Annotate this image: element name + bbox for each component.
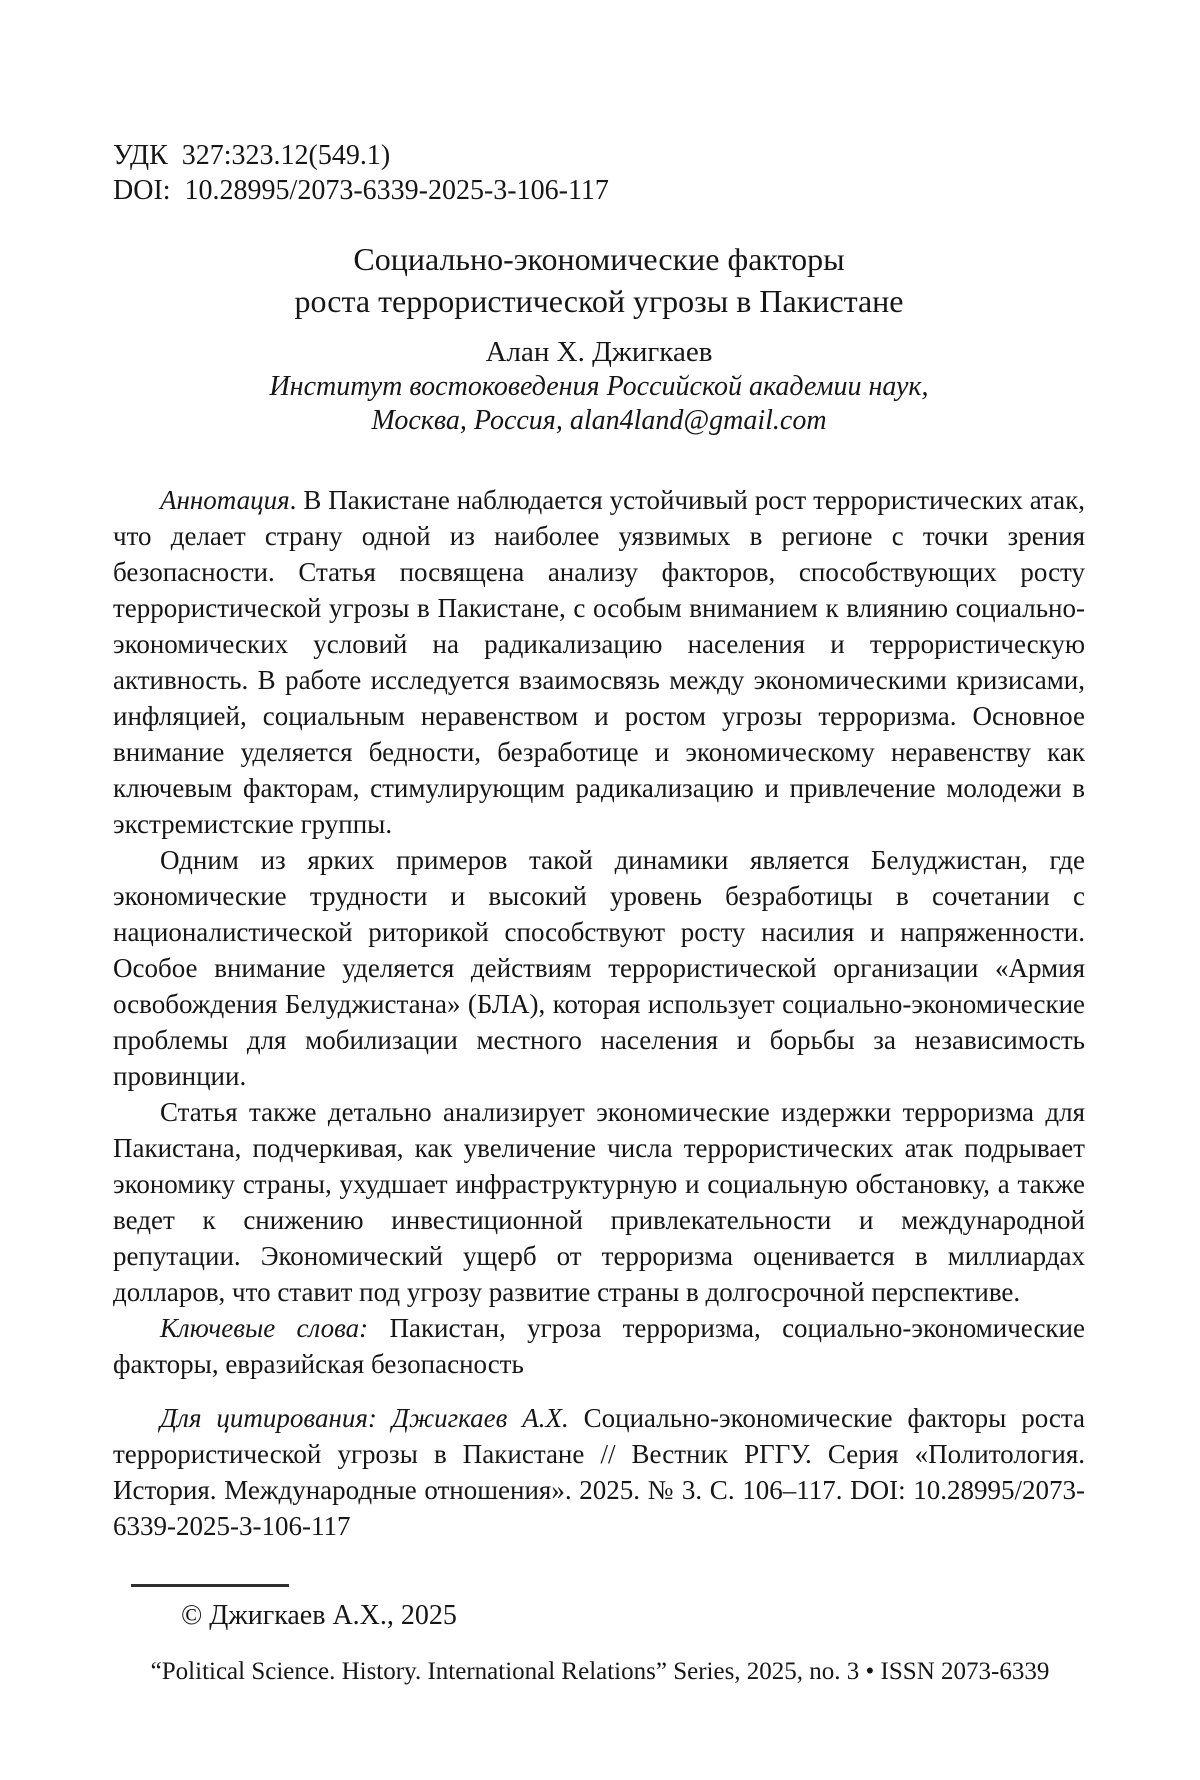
keywords-text: Пакистан, угроза терроризма, социально-экономические факторы, евразийская безопасность	[113, 1313, 1085, 1379]
abstract-paragraph-1	[113, 482, 1085, 842]
copyright-line: © Джигкаев А.Х., 2025	[181, 1600, 457, 1631]
abstract-section	[113, 482, 1085, 1382]
citation-paragraph	[113, 1400, 1085, 1544]
keywords-paragraph	[113, 1310, 1085, 1382]
title-line-2: роста террористической угрозы в Пакистане	[294, 283, 904, 319]
article-content	[113, 138, 1085, 1544]
author-affiliation: Институт востоковедения Российской академии наук,	[269, 371, 929, 402]
keywords-label: Ключевые слова:	[160, 1313, 369, 1343]
article-title	[113, 238, 1085, 322]
citation-author: Джигкаев А.Х.	[391, 1403, 584, 1433]
title-line-1: Социально-экономические факторы	[353, 241, 845, 277]
udc-line: УДК 327:323.12(549.1)	[113, 140, 391, 171]
author-name: Алан Х. Джигкаев	[485, 336, 713, 368]
abstract-paragraph-3: Статья также детально анализирует экономические издержки терроризма для Пакистана, подчеркивая, как увеличение числа террористических атак подрывает экономику страны, ухудшает инфраструктурную и социальную обстановку, а также ведет к снижению инвестиционной привлекательности и международной репутации. Экономический ущерб от терроризма оценивается в миллиардах долларов, что ставит под угрозу развитие страны в долгосрочной перспективе.	[113, 1097, 1085, 1307]
doi-line: DOI: 10.28995/2073-6339-2025-3-106-117	[113, 175, 609, 206]
abstract-paragraph-2: Одним из ярких примеров такой динамики является Белуджистан, где экономические трудности и высокий уровень безработицы в сочетании с националистической риторикой способствуют росту насилия и напряженности. Особое внимание уделяется действиям террористической организации «Армия освобождения Белуджистана» (БЛА), которая использует социально-экономические проблемы для мобилизации местного населения и борьбы за независимость провинции.	[113, 845, 1085, 1091]
citation-label: Для цитирования:	[160, 1403, 392, 1433]
abstract-label: Аннотация	[160, 485, 290, 515]
citation-text: Социально-экономические факторы роста террористической угрозы в Пакистане // Вестник РГГУ. Серия «Политология. История. Международные отношения». 2025. № 3. С. 106–117. DOI: 10.28995/2073-6339-2025-3-106-117	[113, 1403, 1085, 1541]
journal-footer: “Political Science. History. International Relations” Series, 2025, no. 3 • ISSN 2073-6339	[150, 1658, 1050, 1685]
author-location-email: Москва, Россия, alan4land@gmail.com	[371, 405, 827, 436]
footnote-rule	[131, 1584, 289, 1587]
abstract-paragraph-1-text: . В Пакистане наблюдается устойчивый рост террористических атак, что делает страну одной из наиболее уязвимых в регионе с точки зрения безопасности. Статья посвящена анализу факторов, способствующих росту террористической угрозы в Пакистане, с особым вниманием к влиянию социально-экономических условий на радикализацию населения и террористическую активность. В работе исследуется взаимосвязь между экономическими кризисами, инфляцией, социальным неравенством и ростом угрозы терроризма. Основное внимание уделяется бедности, безработице и экономическому неравенству как ключевым факторам, стимулирующим радикализацию и привлечение молодежи в экстремистские группы.	[113, 485, 1085, 839]
